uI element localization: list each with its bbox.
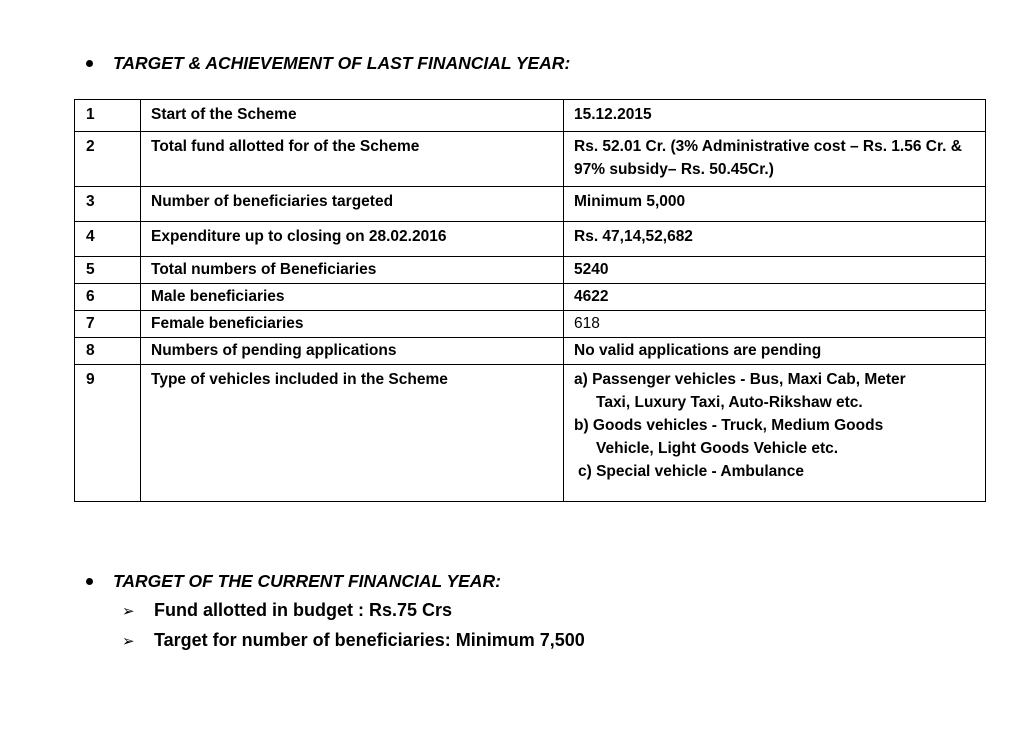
row-value: Rs. 47,14,52,682 [564,222,986,257]
section-heading-current-year [86,571,501,592]
table-row [75,311,986,338]
list-item-text: Target for number of beneficiaries: Minimum 7,500 [154,630,585,650]
row-number: 3 [75,187,141,222]
table-row [75,100,986,132]
table-row [75,257,986,284]
row-label: Male beneficiaries [141,284,564,311]
list-item-text: Fund allotted in budget : Rs.75 Crs [154,600,453,620]
row-label: Numbers of pending applications [141,338,564,365]
bullet-icon [86,60,93,67]
section-heading-text: TARGET OF THE CURRENT FINANCIAL YEAR: [113,571,501,591]
row-label: Total fund allotted for of the Scheme [141,132,564,187]
section-heading-text: TARGET & ACHIEVEMENT OF LAST FINANCIAL YEAR: [113,53,571,73]
vehicle-type-line: c) Special vehicle - Ambulance [578,463,804,480]
row-number: 7 [75,311,141,338]
arrow-bullet-icon: ➢ [122,602,135,620]
row-label: Expenditure up to closing on 28.02.2016 [141,222,564,257]
row-value: Minimum 5,000 [564,187,986,222]
bullet-icon [86,578,93,585]
vehicle-type-line: Taxi, Luxury Taxi, Auto-Rikshaw etc. [596,394,863,411]
row-label: Start of the Scheme [141,100,564,132]
row-value: 618 [564,311,986,338]
table-row [75,338,986,365]
row-value: No valid applications are pending [564,338,986,365]
row-number: 2 [75,132,141,187]
arrow-bullet-icon: ➢ [122,632,135,650]
row-label: Type of vehicles included in the Scheme [141,365,564,502]
table-row [75,365,986,502]
row-number: 9 [75,365,141,502]
row-value: 5240 [564,257,986,284]
row-number: 5 [75,257,141,284]
vehicle-type-line: a) Passenger vehicles - Bus, Maxi Cab, Meter [574,371,906,388]
table-row [75,132,986,187]
row-number: 1 [75,100,141,132]
row-value: 4622 [564,284,986,311]
table-row [75,222,986,257]
vehicle-types-cell [564,365,986,502]
row-label: Female beneficiaries [141,311,564,338]
row-number: 6 [75,284,141,311]
row-value: 15.12.2015 [564,100,986,132]
table-row [75,284,986,311]
row-number: 8 [75,338,141,365]
row-label: Number of beneficiaries targeted [141,187,564,222]
row-label: Total numbers of Beneficiaries [141,257,564,284]
vehicle-type-line: b) Goods vehicles - Truck, Medium Goods [574,417,884,434]
section-heading-last-year [86,53,570,74]
list-item [122,600,452,621]
vehicle-type-line: Vehicle, Light Goods Vehicle etc. [596,440,839,457]
row-value: Rs. 52.01 Cr. (3% Administrative cost – Rs. 1.56 Cr. & 97% subsidy– Rs. 50.45Cr.) [564,132,986,187]
achievement-table [74,99,986,502]
list-item [122,630,585,651]
row-number: 4 [75,222,141,257]
table-row [75,187,986,222]
